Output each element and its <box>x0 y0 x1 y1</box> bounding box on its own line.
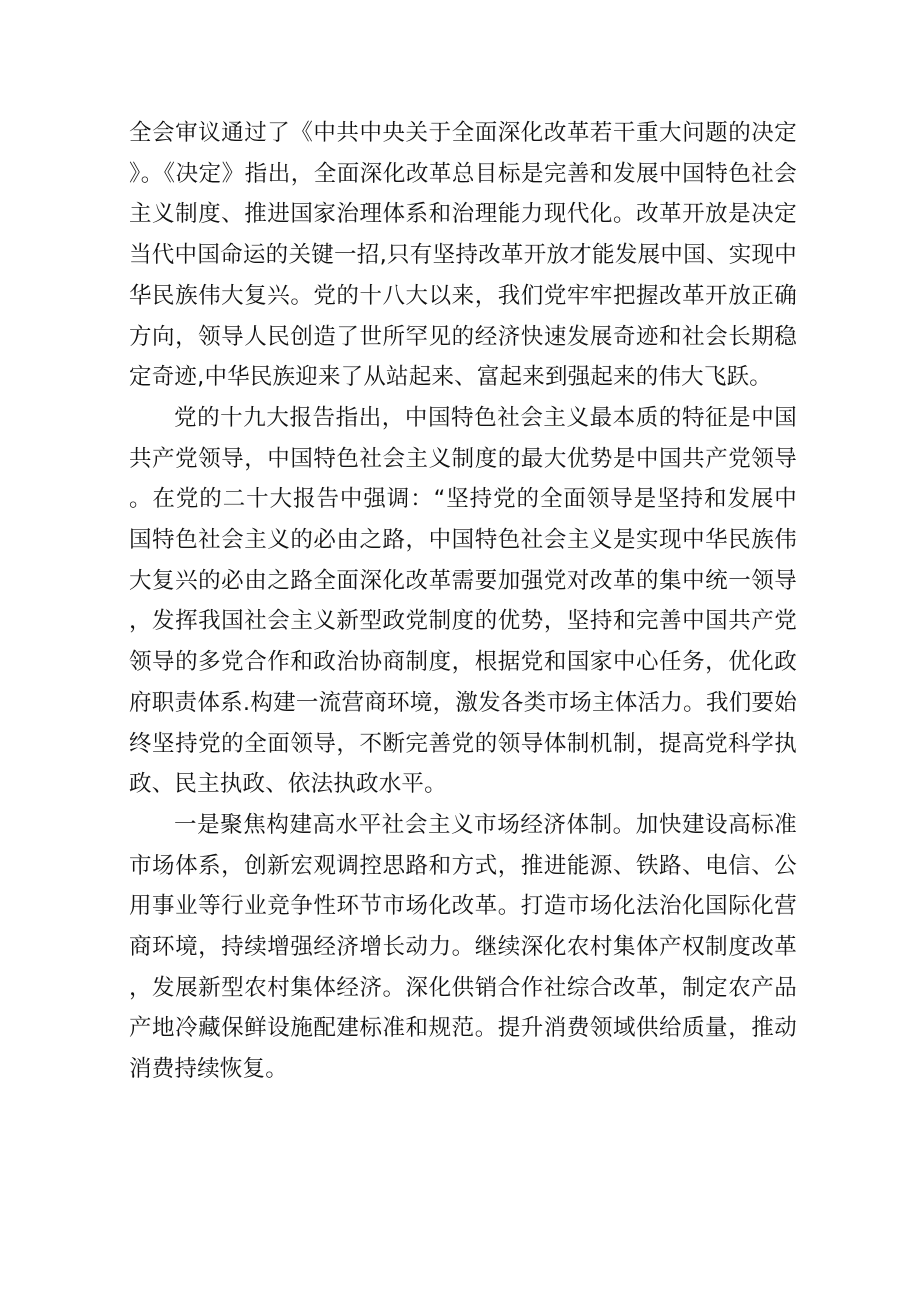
paragraph-3: 一是聚焦构建高水平社会主义市场经济体制。加快建设高标准市场体系，创新宏观调控思路和方式，推进能源、铁路、电信、公用事业等行业竞争性环节市场化改革。打造市场化法治化国际化营商环境，持续增强经济增长动力。继续深化农村集体产权制度改革，发展新型农村集体经济。深化供销合作社综合改革，制定农产品产地冷藏保鲜设施配建标准和规范。提升消费领域供给质量，推动消费持续恢复。 <box>129 811 797 1083</box>
paragraph-1: 全会审议通过了《中共中央关于全面深化改革若干重大问题的决定》。《决定》指出，全面深化改革总目标是完善和发展中国特色社会主义制度、推进国家治理体系和治理能力现代化。改革开放是决定当代中国命运的关键一招,只有坚持改革开放才能发展中国、实现中华民族伟大复兴。党的十八大以来，我们党牢牢把握改革开放正确方向，领导人民创造了世所罕见的经济快速发展奇迹和社会长期稳定奇迹,中华民族迎来了从站起来、富起来到强起来的伟大飞跃。 <box>129 120 797 391</box>
document-body <box>129 113 797 1090</box>
paragraph-2: 党的十九大报告指出，中国特色社会主义最本质的特征是中国共产党领导，中国特色社会主义制度的最大优势是中国共产党领导。在党的二十大报告中强调：“坚持党的全面领导是坚持和发展中国特色社会主义的必由之路，中国特色社会主义是实现中华民族伟大复兴的必由之路全面深化改革需要加强党对改革的集中统一领导，发挥我国社会主义新型政党制度的优势，坚持和完善中国共产党领导的多党合作和政治协商制度，根据党和国家中心任务，优化政府职责体系.构建一流营商环境，激发各类市场主体活力。我们要始终坚持党的全面领导，不断完善党的领导体制机制，提高党科学执政、民主执政、依法执政水平。 <box>129 404 797 798</box>
